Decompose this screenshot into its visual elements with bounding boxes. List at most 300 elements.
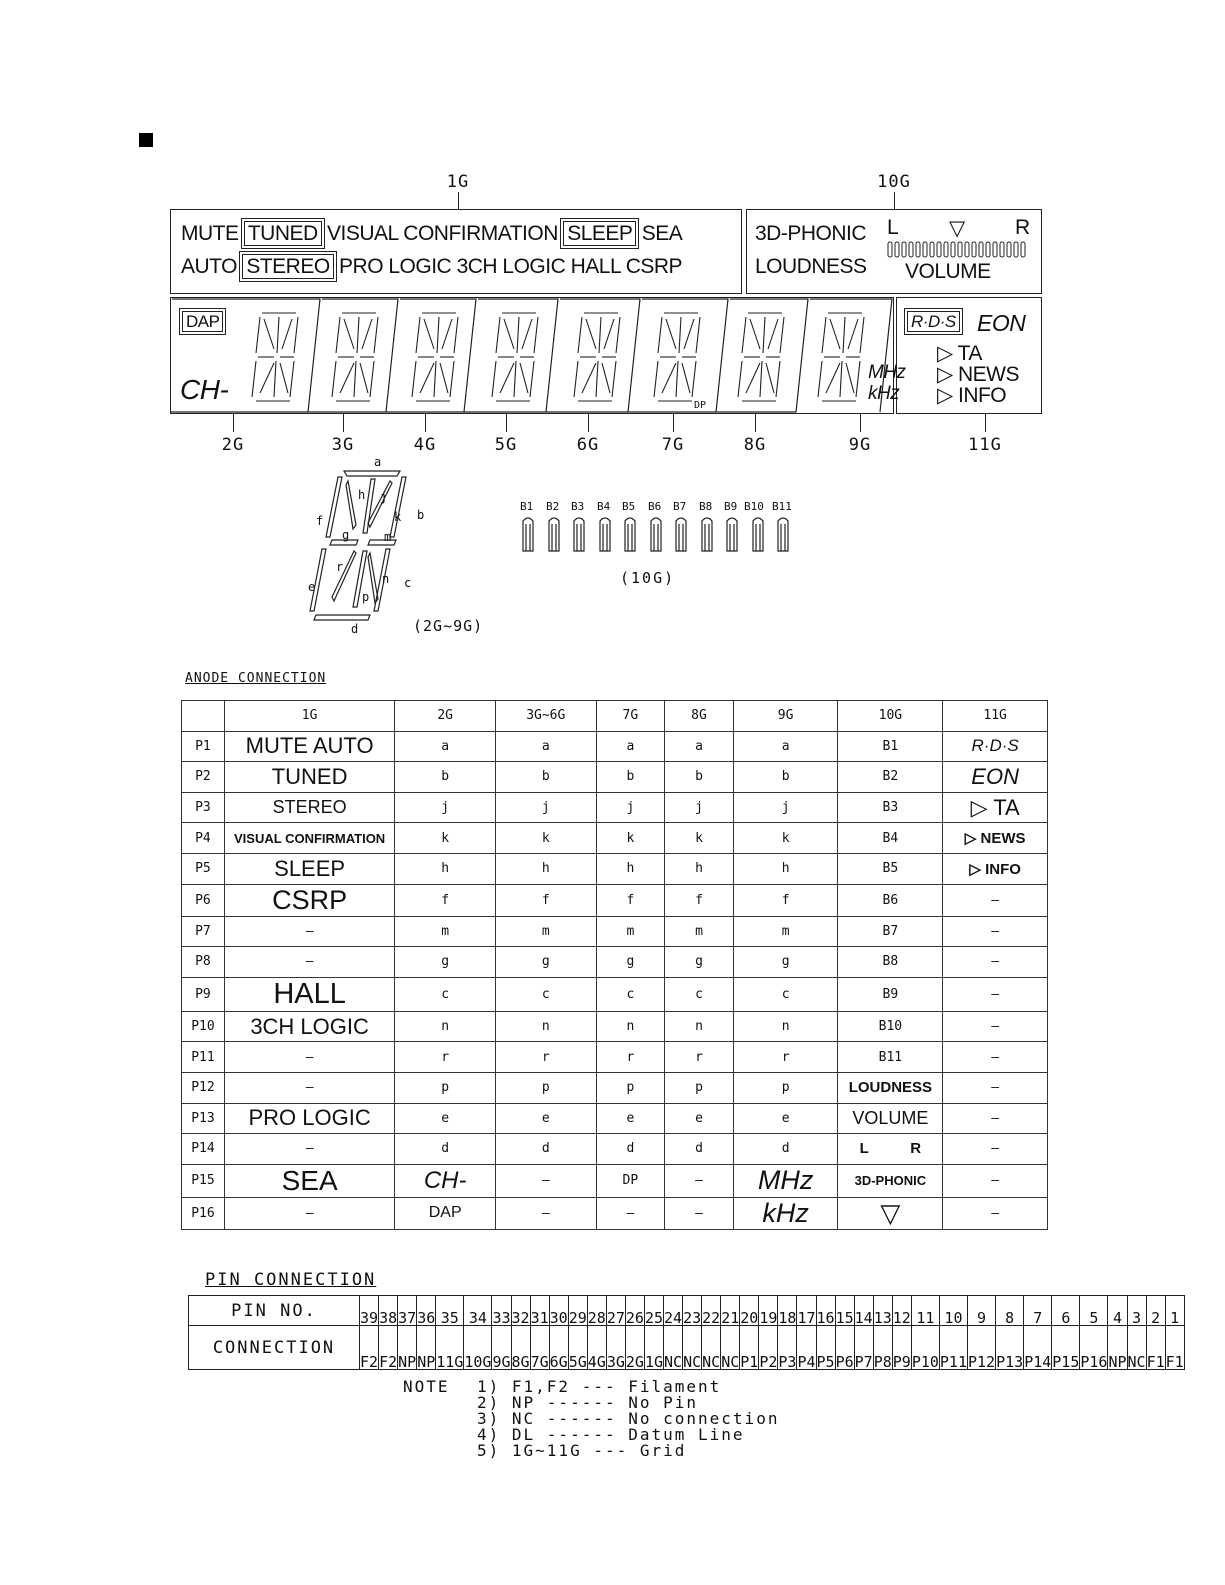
ann-3ch-logic: 3CH LOGIC xyxy=(456,255,566,278)
cell: d xyxy=(665,1134,734,1165)
pin-connection: NP xyxy=(417,1326,436,1370)
cell: – xyxy=(943,884,1048,916)
cell: d xyxy=(395,1134,496,1165)
pin-number: 38 xyxy=(379,1296,398,1326)
ann-stereo: STEREO xyxy=(242,254,333,279)
seg-label-n: n xyxy=(382,572,390,586)
cell: d xyxy=(495,1134,596,1165)
pin-connection: NC xyxy=(683,1326,702,1370)
cell: – xyxy=(224,1197,395,1229)
bar-label: B11 xyxy=(772,500,792,513)
connection-label: CONNECTION xyxy=(189,1326,360,1370)
pin-connection: F2 xyxy=(379,1326,398,1370)
cell: g xyxy=(665,947,734,978)
digit-cells xyxy=(170,297,894,414)
cell: p xyxy=(395,1072,496,1103)
cell: e xyxy=(495,1103,596,1134)
pin-number: 19 xyxy=(759,1296,778,1326)
pin-number: 21 xyxy=(721,1296,740,1326)
display-10g-area xyxy=(746,209,1042,294)
seg-label-e: e xyxy=(308,580,316,594)
pin-connection: 9G xyxy=(492,1326,511,1370)
pin-connection: 1G xyxy=(644,1326,663,1370)
pin-no-label: PIN NO. xyxy=(189,1296,360,1326)
cell: f xyxy=(596,884,665,916)
table-header-cell xyxy=(182,701,225,732)
cell: B11 xyxy=(838,1042,943,1073)
cell: – xyxy=(943,1103,1048,1134)
ann-volume: VOLUME xyxy=(905,260,991,283)
cell: r xyxy=(665,1042,734,1073)
pin-number: 20 xyxy=(740,1296,759,1326)
bar-caption: (10G) xyxy=(620,569,676,587)
bar-label: B7 xyxy=(673,500,687,513)
cell: B8 xyxy=(838,947,943,978)
bar-label: B9 xyxy=(724,500,738,513)
seg-label-k: k xyxy=(394,510,402,524)
cell: b xyxy=(495,762,596,793)
cell: j xyxy=(395,792,496,823)
cell: c xyxy=(495,977,596,1011)
pin-table xyxy=(188,1295,1185,1370)
cell: k xyxy=(495,823,596,854)
cell: e xyxy=(733,1103,838,1134)
table-row xyxy=(182,1197,1048,1229)
pin-connection: P16 xyxy=(1080,1326,1108,1370)
ann-sleep: SLEEP xyxy=(563,221,636,246)
cell: m xyxy=(733,916,838,947)
cell: r xyxy=(395,1042,496,1073)
leader-line xyxy=(458,192,459,209)
table-row xyxy=(182,792,1048,823)
seg-label-j: j xyxy=(380,490,388,504)
table-row xyxy=(182,1134,1048,1165)
pin-connection: P2 xyxy=(759,1326,778,1370)
pin-connection: F1 xyxy=(1165,1326,1184,1370)
ann-auto: AUTO xyxy=(181,255,237,278)
cell: j xyxy=(495,792,596,823)
seg-label-d: d xyxy=(351,622,359,636)
cell: – xyxy=(943,947,1048,978)
grid-label-9g: 9G xyxy=(848,435,872,455)
cell: DP xyxy=(596,1164,665,1197)
ann-rds xyxy=(907,312,960,332)
leader-line xyxy=(233,414,234,432)
pin-connection: F2 xyxy=(360,1326,379,1370)
leader-line xyxy=(506,414,507,432)
seg-label-a: a xyxy=(374,455,382,469)
pin-number: 26 xyxy=(625,1296,644,1326)
cell: B4 xyxy=(838,823,943,854)
pin-number: 32 xyxy=(511,1296,530,1326)
pin-connection: 5G xyxy=(568,1326,587,1370)
grid-label-8g: 8G xyxy=(743,435,767,455)
pin-number: 25 xyxy=(644,1296,663,1326)
pin-number: 9 xyxy=(968,1296,996,1326)
cell: k xyxy=(395,823,496,854)
pin-connection: P12 xyxy=(968,1326,996,1370)
pin-number: 6 xyxy=(1052,1296,1080,1326)
cell: – xyxy=(224,916,395,947)
cell: a xyxy=(665,731,734,762)
pin-number: 12 xyxy=(892,1296,911,1326)
pin-number: 17 xyxy=(797,1296,816,1326)
cell: m xyxy=(395,916,496,947)
cell: – xyxy=(943,1197,1048,1229)
pin-connection: 2G xyxy=(625,1326,644,1370)
grid-label-6g: 6G xyxy=(576,435,600,455)
ann-r: R xyxy=(1015,216,1030,239)
note-item-1: 1) F1,F2 --- Filament xyxy=(477,1377,722,1396)
grid-label-4g: 4G xyxy=(413,435,437,455)
cell: B2 xyxy=(838,762,943,793)
table-row xyxy=(182,1011,1048,1042)
cell: ▷ INFO xyxy=(943,853,1048,884)
cell: n xyxy=(733,1011,838,1042)
ann-3d-phonic: 3D-PHONIC xyxy=(755,222,867,245)
table-row xyxy=(182,1042,1048,1073)
anode-title: ANODE CONNECTION xyxy=(185,671,327,686)
pin-title: PIN CONNECTION xyxy=(205,1270,377,1290)
cell: p xyxy=(596,1072,665,1103)
cell: 3CH LOGIC xyxy=(224,1011,395,1042)
cell: j xyxy=(733,792,838,823)
pin-connection: P11 xyxy=(939,1326,967,1370)
section-bullet xyxy=(139,133,153,147)
ann-loudness: LOUDNESS xyxy=(755,255,867,278)
cell: p xyxy=(733,1072,838,1103)
row-label: P3 xyxy=(182,792,225,823)
cell: b xyxy=(665,762,734,793)
cell: – xyxy=(224,947,395,978)
triangle-icon: ▽ xyxy=(949,217,965,240)
cell: SEA xyxy=(224,1164,395,1197)
cell: – xyxy=(224,1072,395,1103)
cell: c xyxy=(395,977,496,1011)
cell: B6 xyxy=(838,884,943,916)
cell: e xyxy=(665,1103,734,1134)
pin-number: 29 xyxy=(568,1296,587,1326)
pin-connection: 11G xyxy=(436,1326,464,1370)
cell: k xyxy=(733,823,838,854)
pin-number: 30 xyxy=(549,1296,568,1326)
ann-mhz: MHz xyxy=(868,362,906,383)
ann-khz: kHz xyxy=(868,383,900,404)
row-label: P11 xyxy=(182,1042,225,1073)
grid-label-2g: 2G xyxy=(221,435,245,455)
table-row xyxy=(182,947,1048,978)
pin-number: 35 xyxy=(436,1296,464,1326)
cell: – xyxy=(665,1197,734,1229)
pin-number: 2 xyxy=(1146,1296,1165,1326)
leader-line xyxy=(755,414,756,432)
cell: – xyxy=(495,1164,596,1197)
cell: – xyxy=(495,1197,596,1229)
ann-eon: EON xyxy=(977,310,1026,336)
table-header-row xyxy=(182,701,1048,732)
ann-info: ▷ INFO xyxy=(937,384,1007,407)
note-item-2: 2) NP ------ No Pin xyxy=(477,1393,699,1412)
cell: h xyxy=(495,853,596,884)
cell: h xyxy=(395,853,496,884)
ann-ch: CH- xyxy=(180,374,229,405)
pin-number: 18 xyxy=(778,1296,797,1326)
grid-label-5g: 5G xyxy=(494,435,518,455)
row-label: P8 xyxy=(182,947,225,978)
note-item-3: 3) NC ------ No connection xyxy=(477,1409,780,1428)
pin-connection: P4 xyxy=(797,1326,816,1370)
cell: p xyxy=(665,1072,734,1103)
pin-connection: 3G xyxy=(606,1326,625,1370)
table-header-cell: 1G xyxy=(224,701,395,732)
cell: a xyxy=(395,731,496,762)
pin-connection: NC xyxy=(664,1326,683,1370)
cell: B9 xyxy=(838,977,943,1011)
table-row xyxy=(182,884,1048,916)
pin-connection: P8 xyxy=(873,1326,892,1370)
ann-pro-logic: PRO LOGIC xyxy=(339,255,452,278)
pin-number: 24 xyxy=(664,1296,683,1326)
cell: R·D·S xyxy=(943,731,1048,762)
ann-tuned: TUNED xyxy=(244,221,322,246)
cell: – xyxy=(943,1072,1048,1103)
row-label: P5 xyxy=(182,853,225,884)
cell: ▽ xyxy=(838,1197,943,1229)
row-label: P12 xyxy=(182,1072,225,1103)
row-label: P13 xyxy=(182,1103,225,1134)
ann-ta: ▷ TA xyxy=(937,342,982,365)
pin-number: 3 xyxy=(1127,1296,1146,1326)
note-item-4: 4) DL ------ Datum Line xyxy=(477,1425,745,1444)
cell: CH- xyxy=(395,1164,496,1197)
table-row xyxy=(182,823,1048,854)
cell: – xyxy=(943,1134,1048,1165)
cell: c xyxy=(596,977,665,1011)
cell: f xyxy=(733,884,838,916)
leader-line xyxy=(985,414,986,432)
seg-label-c: c xyxy=(404,576,412,590)
seg-label-h: h xyxy=(358,488,366,502)
pin-connection: 4G xyxy=(587,1326,606,1370)
pin-connection: 7G xyxy=(530,1326,549,1370)
grid-label-3g: 3G xyxy=(331,435,355,455)
grid-label-10g: 10G xyxy=(877,172,911,192)
cell: a xyxy=(495,731,596,762)
cell: b xyxy=(395,762,496,793)
table-row xyxy=(182,977,1048,1011)
cell: n xyxy=(596,1011,665,1042)
ann-hall: HALL xyxy=(570,255,621,278)
pin-number: 11 xyxy=(911,1296,939,1326)
cell: f xyxy=(665,884,734,916)
pin-number: 8 xyxy=(996,1296,1024,1326)
pin-connection: NC xyxy=(1127,1326,1146,1370)
leader-line xyxy=(894,192,895,209)
cell: – xyxy=(943,1164,1048,1197)
pin-number: 4 xyxy=(1108,1296,1127,1326)
pin-number-row xyxy=(189,1296,1185,1326)
cell: HALL xyxy=(224,977,395,1011)
cell: PRO LOGIC xyxy=(224,1103,395,1134)
bar-label: B5 xyxy=(622,500,636,513)
pin-number: 14 xyxy=(854,1296,873,1326)
cell: n xyxy=(395,1011,496,1042)
pin-connection: NC xyxy=(721,1326,740,1370)
seg-label-p: p xyxy=(362,590,370,604)
cell: B1 xyxy=(838,731,943,762)
leader-line xyxy=(860,414,861,432)
pin-connection: 6G xyxy=(549,1326,568,1370)
bar-label: B2 xyxy=(546,500,560,513)
pin-connection: NP xyxy=(398,1326,417,1370)
seg-label-f: f xyxy=(316,514,324,528)
ann-news: ▷ NEWS xyxy=(937,363,1019,386)
cell: b xyxy=(596,762,665,793)
pin-connection: P7 xyxy=(854,1326,873,1370)
cell: – xyxy=(943,916,1048,947)
ann-csrp: CSRP xyxy=(625,255,683,278)
rds-label: R·D·S xyxy=(907,311,960,332)
cell: e xyxy=(596,1103,665,1134)
pin-number: 34 xyxy=(464,1296,492,1326)
cell: n xyxy=(665,1011,734,1042)
pin-number: 39 xyxy=(360,1296,379,1326)
segment-diagram xyxy=(300,455,430,635)
level-bars xyxy=(887,241,1031,259)
bar-label: B6 xyxy=(648,500,662,513)
cell: – xyxy=(943,1011,1048,1042)
seg-label-g: g xyxy=(342,528,350,542)
cell: VOLUME xyxy=(838,1103,943,1134)
display-row-2 xyxy=(181,255,682,279)
cell: h xyxy=(733,853,838,884)
ann-l: L xyxy=(887,216,899,239)
cell: d xyxy=(596,1134,665,1165)
row-label: P9 xyxy=(182,977,225,1011)
pin-connection-row xyxy=(189,1326,1185,1370)
cell: B5 xyxy=(838,853,943,884)
cell: m xyxy=(665,916,734,947)
cell: STEREO xyxy=(224,792,395,823)
table-header-cell: 2G xyxy=(395,701,496,732)
cell: d xyxy=(733,1134,838,1165)
grid-label-11g: 11G xyxy=(968,435,1002,455)
bar-segments xyxy=(520,500,810,560)
cell: B7 xyxy=(838,916,943,947)
pin-connection: F1 xyxy=(1146,1326,1165,1370)
row-label: P16 xyxy=(182,1197,225,1229)
display-row-1 xyxy=(181,222,682,246)
pin-connection: P5 xyxy=(816,1326,835,1370)
cell: a xyxy=(733,731,838,762)
cell: m xyxy=(596,916,665,947)
cell: LOUDNESS xyxy=(838,1072,943,1103)
cell: m xyxy=(495,916,596,947)
note-item-5: 5) 1G~11G --- Grid xyxy=(477,1441,687,1460)
pin-connection: P14 xyxy=(1024,1326,1052,1370)
table-row xyxy=(182,762,1048,793)
pin-number: 33 xyxy=(492,1296,511,1326)
cell: – xyxy=(224,1134,395,1165)
table-header-cell: 10G xyxy=(838,701,943,732)
pin-number: 28 xyxy=(587,1296,606,1326)
cell: – xyxy=(943,1042,1048,1073)
segment-caption: (2G~9G) xyxy=(413,617,484,635)
cell: a xyxy=(596,731,665,762)
cell: DAP xyxy=(395,1197,496,1229)
pin-connection: P1 xyxy=(740,1326,759,1370)
grid-label-7g: 7G xyxy=(661,435,685,455)
cell: ▷ TA xyxy=(943,792,1048,823)
pin-number: 7 xyxy=(1024,1296,1052,1326)
cell: – xyxy=(665,1164,734,1197)
bar-label: B3 xyxy=(571,500,585,513)
cell: L R xyxy=(838,1134,943,1165)
cell: 3D-PHONIC xyxy=(838,1164,943,1197)
pin-connection: P13 xyxy=(996,1326,1024,1370)
pin-number: 23 xyxy=(683,1296,702,1326)
cell: p xyxy=(495,1072,596,1103)
pin-number: 36 xyxy=(417,1296,436,1326)
cell: – xyxy=(224,1042,395,1073)
note-label: NOTE xyxy=(403,1377,450,1396)
table-row xyxy=(182,1072,1048,1103)
pin-connection: P9 xyxy=(892,1326,911,1370)
grid-label-1g: 1G xyxy=(446,172,470,192)
pin-connection: NC xyxy=(702,1326,721,1370)
seg-label-m: m xyxy=(384,530,392,544)
cell: MHz xyxy=(733,1164,838,1197)
leader-line xyxy=(343,414,344,432)
pin-number: 13 xyxy=(873,1296,892,1326)
cell: kHz xyxy=(733,1197,838,1229)
cell: g xyxy=(395,947,496,978)
cell: f xyxy=(395,884,496,916)
row-label: P7 xyxy=(182,916,225,947)
cell: – xyxy=(943,977,1048,1011)
pin-number: 15 xyxy=(835,1296,854,1326)
row-label: P10 xyxy=(182,1011,225,1042)
cell: e xyxy=(395,1103,496,1134)
pin-number: 37 xyxy=(398,1296,417,1326)
row-label: P1 xyxy=(182,731,225,762)
cell: SLEEP xyxy=(224,853,395,884)
cell: EON xyxy=(943,762,1048,793)
table-header-cell: 8G xyxy=(665,701,734,732)
row-label: P2 xyxy=(182,762,225,793)
pin-number: 22 xyxy=(702,1296,721,1326)
cell: B10 xyxy=(838,1011,943,1042)
cell: g xyxy=(733,947,838,978)
cell: f xyxy=(495,884,596,916)
cell: k xyxy=(596,823,665,854)
pin-connection: NP xyxy=(1108,1326,1127,1370)
cell: r xyxy=(495,1042,596,1073)
cell: – xyxy=(596,1197,665,1229)
cell: VISUAL CONFIRMATION xyxy=(224,823,395,854)
cell: b xyxy=(733,762,838,793)
leader-line xyxy=(673,414,674,432)
pin-connection: 10G xyxy=(464,1326,492,1370)
row-label: P14 xyxy=(182,1134,225,1165)
cell: j xyxy=(665,792,734,823)
pin-number: 31 xyxy=(530,1296,549,1326)
table-row xyxy=(182,916,1048,947)
cell: MUTE AUTO xyxy=(224,731,395,762)
pin-connection: 8G xyxy=(511,1326,530,1370)
dap-label: DAP xyxy=(182,311,223,332)
pin-connection: P3 xyxy=(778,1326,797,1370)
